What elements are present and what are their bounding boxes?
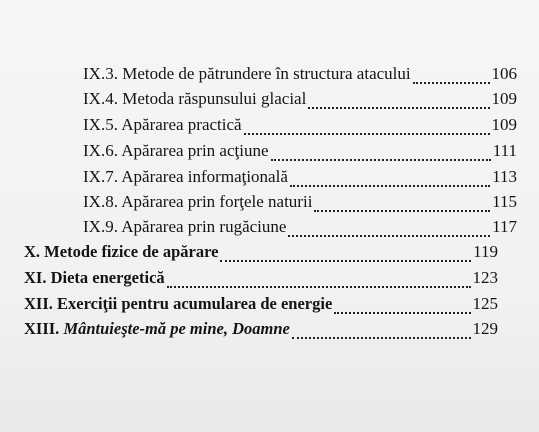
toc-chapter-xii (24, 294, 498, 320)
toc-entry-page: 113 (492, 167, 517, 186)
toc-entry-number: IX.3. (83, 64, 118, 83)
toc-entry-number: IX.7. (83, 167, 118, 186)
dot-leader (292, 337, 471, 339)
toc-chapter-title: Exerciţii pentru acumularea de energie (57, 294, 333, 313)
toc-chapter-number: XIII. (24, 319, 60, 338)
dot-leader (244, 133, 490, 135)
toc-entry-number: IX.9. (83, 217, 118, 236)
toc-entry-title: Apărarea prin rugăciune (121, 217, 287, 236)
toc-entry-page: 106 (491, 64, 517, 83)
toc-entry-label (83, 217, 286, 237)
toc-chapter-xiii (24, 319, 498, 345)
toc-entry-ix7 (83, 167, 517, 193)
toc-entry-page: 109 (491, 115, 517, 134)
dot-leader (271, 159, 491, 161)
toc-chapter-number: X. (24, 242, 41, 261)
toc-entry-ix4 (83, 89, 517, 115)
toc-chapter-page: 129 (472, 319, 498, 338)
toc-entry-ix5 (83, 115, 517, 141)
toc-entry-label (83, 89, 306, 109)
dot-leader (308, 107, 489, 109)
toc-chapter-label (24, 319, 290, 339)
dot-leader (288, 235, 490, 237)
dot-leader (314, 210, 490, 212)
toc-entry-number: IX.4. (83, 89, 118, 108)
toc-entry-page: 111 (492, 141, 517, 160)
toc-entry-label (83, 141, 269, 161)
toc-chapter-page: 123 (472, 268, 498, 287)
toc-chapter-page: 125 (472, 294, 498, 313)
toc-chapter-title: Dieta energetică (50, 268, 165, 287)
toc-entry-number: IX.8. (83, 192, 118, 211)
toc-chapter-xi (24, 268, 498, 294)
toc-entry-title: Apărarea practică (121, 115, 242, 134)
toc-entry-title: Metode de pătrundere în structura atacului (122, 64, 411, 83)
toc-entry-label (83, 192, 312, 212)
toc-chapter-label (24, 294, 332, 314)
toc-chapter-label (24, 268, 165, 288)
toc-entry-title: Apărarea prin forţele naturii (121, 192, 313, 211)
toc-entry-page: 117 (492, 217, 517, 236)
toc-entry-page: 109 (491, 89, 517, 108)
toc-chapter-number: XII. (24, 294, 53, 313)
toc-entry-ix3 (83, 64, 517, 90)
toc-chapter-title: Mântuieşte-mă pe mine, Doamne (63, 319, 290, 338)
dot-leader (290, 185, 490, 187)
toc-entry-ix6 (83, 141, 517, 167)
dot-leader (334, 312, 470, 314)
toc-entry-title: Apărarea prin acţiune (121, 141, 269, 160)
dot-leader (220, 260, 471, 262)
toc-chapter-page: 119 (473, 242, 498, 261)
toc-chapter-title: Metode fizice de apărare (44, 242, 219, 261)
toc-chapter-label (24, 242, 218, 262)
toc-entry-ix9 (83, 217, 517, 243)
dot-leader (167, 286, 471, 288)
toc-entry-label (83, 167, 288, 187)
dot-leader (413, 82, 490, 84)
toc-entry-ix8 (83, 192, 517, 218)
toc-entry-title: Apărarea informaţională (121, 167, 288, 186)
toc-entry-number: IX.5. (83, 115, 118, 134)
toc-entry-number: IX.6. (83, 141, 118, 160)
toc-chapter-x (24, 242, 498, 268)
toc-entry-page: 115 (492, 192, 517, 211)
toc-chapter-number: XI. (24, 268, 47, 287)
toc-entry-label (83, 64, 411, 84)
toc-entry-title: Metoda răspunsului glacial (122, 89, 307, 108)
toc-entry-label (83, 115, 242, 135)
